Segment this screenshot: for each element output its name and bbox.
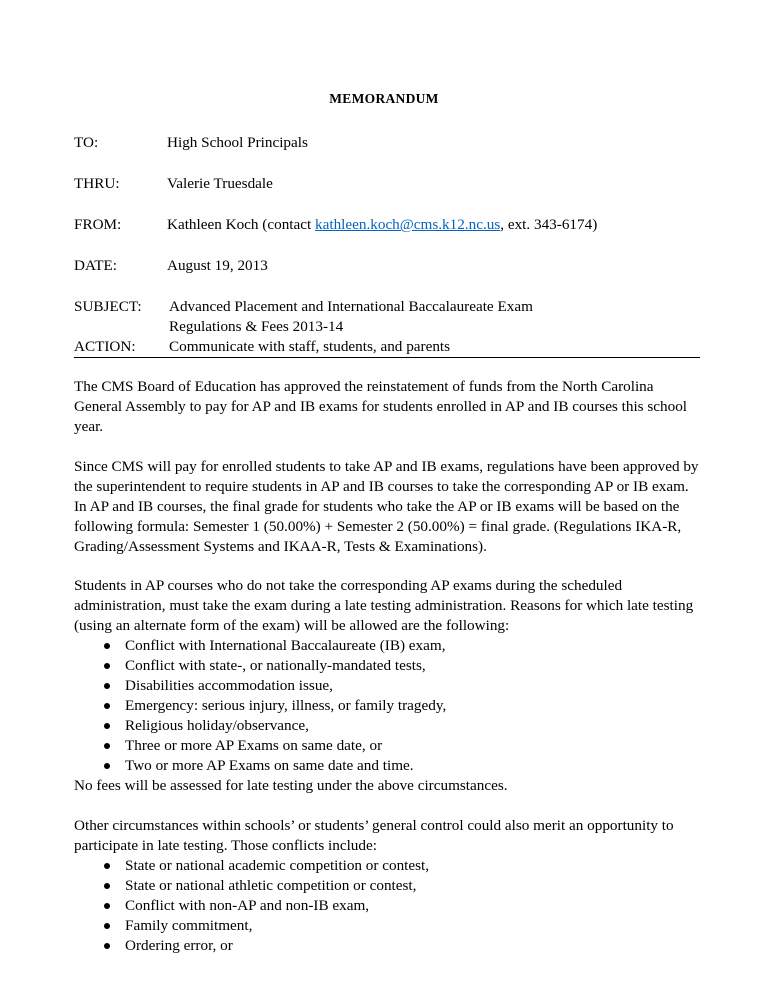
paragraph-funding	[74, 377, 700, 437]
bullet-icon	[104, 923, 110, 929]
header-action-value: Communicate with staff, students, and parents	[169, 338, 451, 355]
memo-title: MEMORANDUM	[329, 91, 439, 106]
text-line: Other circumstances within schools’ or students’ general control could also merit an opportunity to	[74, 817, 674, 834]
header-subject-label: SUBJECT:	[74, 298, 142, 315]
list-item	[104, 916, 704, 936]
header-date-value: August 19, 2013	[167, 257, 268, 274]
late-testing-reasons-list	[104, 636, 704, 776]
bullet-icon	[104, 683, 110, 689]
list-item	[104, 936, 704, 956]
text-line: participate in late testing. Those conflicts include:	[74, 837, 377, 854]
header-from-label: FROM:	[74, 216, 122, 233]
header-action-label: ACTION:	[74, 338, 136, 355]
header-to-row	[74, 133, 714, 153]
list-item-text: Religious holiday/observance,	[125, 717, 309, 734]
list-item	[104, 656, 704, 676]
list-item	[104, 676, 704, 696]
bullet-icon	[104, 943, 110, 949]
list-item-text: Disabilities accommodation issue,	[125, 677, 333, 694]
bullet-icon	[104, 743, 110, 749]
list-item-text: Family commitment,	[125, 917, 253, 934]
list-item-text: Ordering error, or	[125, 937, 233, 954]
subject-line-1: Advanced Placement and International Baccalaureate Exam	[169, 298, 533, 315]
header-thru-label: THRU:	[74, 175, 120, 192]
email-link[interactable]: kathleen.koch@cms.k12.nc.us	[315, 216, 501, 233]
bullet-icon	[104, 703, 110, 709]
list-item	[104, 636, 704, 656]
header-from-row	[74, 215, 714, 235]
header-action-row	[74, 337, 714, 357]
text-line: (using an alternate form of the exam) will be allowed are the following:	[74, 617, 510, 634]
from-extension: , ext. 343-6174)	[500, 216, 598, 233]
bullet-icon	[104, 863, 110, 869]
bullet-icon	[104, 663, 110, 669]
list-item-text: State or national athletic competition or contest,	[125, 877, 417, 894]
list-item-text: Conflict with International Baccalaureate (IB) exam,	[125, 637, 446, 654]
list-item-text: Conflict with state-, or nationally-mandated tests,	[125, 657, 426, 674]
list-item	[104, 876, 704, 896]
header-subject-value	[169, 297, 729, 337]
header-date-row	[74, 256, 714, 276]
paragraph-late-testing	[74, 576, 700, 636]
paragraph-other-circumstances	[74, 816, 700, 856]
text-line: year.	[74, 418, 104, 435]
header-divider	[74, 357, 700, 358]
text-line: In AP and IB courses, the final grade for students who take the AP or IB exams will be based on the	[74, 498, 680, 515]
list-item-text: Conflict with non-AP and non-IB exam,	[125, 897, 370, 914]
other-conflicts-list	[104, 856, 704, 956]
list-item-text: Two or more AP Exams on same date and time.	[125, 757, 414, 774]
text-line: administration, must take the exam during a late testing administration. Reasons for which late testing	[74, 597, 694, 614]
bullet-icon	[104, 763, 110, 769]
list-item	[104, 736, 704, 756]
text-line: Students in AP courses who do not take the corresponding AP exams during the scheduled	[74, 577, 623, 594]
list-item	[104, 896, 704, 916]
from-name: Kathleen Koch (contact	[167, 216, 316, 233]
list-item	[104, 756, 704, 776]
paragraph-regulations	[74, 457, 700, 557]
text-line: The CMS Board of Education has approved the reinstatement of funds from the North Carolina	[74, 378, 654, 395]
list-item-text: State or national academic competition or contest,	[125, 857, 430, 874]
text-line: the superintendent to require students in AP and IB courses to take the corresponding AP or IB exam.	[74, 478, 689, 495]
header-thru-row	[74, 174, 714, 194]
text-line: following formula: Semester 1 (50.00%) + Semester 2 (50.00%) = final grade. (Regulations IKA-R,	[74, 518, 682, 535]
header-subject-row	[74, 297, 714, 337]
bullet-icon	[104, 723, 110, 729]
bullet-icon	[104, 643, 110, 649]
text-line: General Assembly to pay for AP and IB exams for students enrolled in AP and IB courses this school	[74, 398, 688, 415]
list-item-text: Emergency: serious injury, illness, or family tragedy,	[125, 697, 447, 714]
bullet-icon	[104, 903, 110, 909]
list-item	[104, 856, 704, 876]
header-date-label: DATE:	[74, 257, 118, 274]
header-from-value	[167, 215, 727, 235]
subject-line-2: Regulations & Fees 2013-14	[169, 318, 344, 335]
header-to-label: TO:	[74, 134, 99, 151]
list-item	[104, 716, 704, 736]
header-thru-value: Valerie Truesdale	[167, 175, 273, 192]
no-fees-statement: No fees will be assessed for late testing under the above circumstances.	[74, 777, 508, 794]
list-item	[104, 696, 704, 716]
list-item-text: Three or more AP Exams on same date, or	[125, 737, 383, 754]
bullet-icon	[104, 883, 110, 889]
header-to-value: High School Principals	[167, 134, 308, 151]
text-line: Since CMS will pay for enrolled students to take AP and IB exams, regulations have been approved by	[74, 458, 699, 475]
text-line: Grading/Assessment Systems and IKAA-R, Tests & Examinations).	[74, 538, 487, 555]
